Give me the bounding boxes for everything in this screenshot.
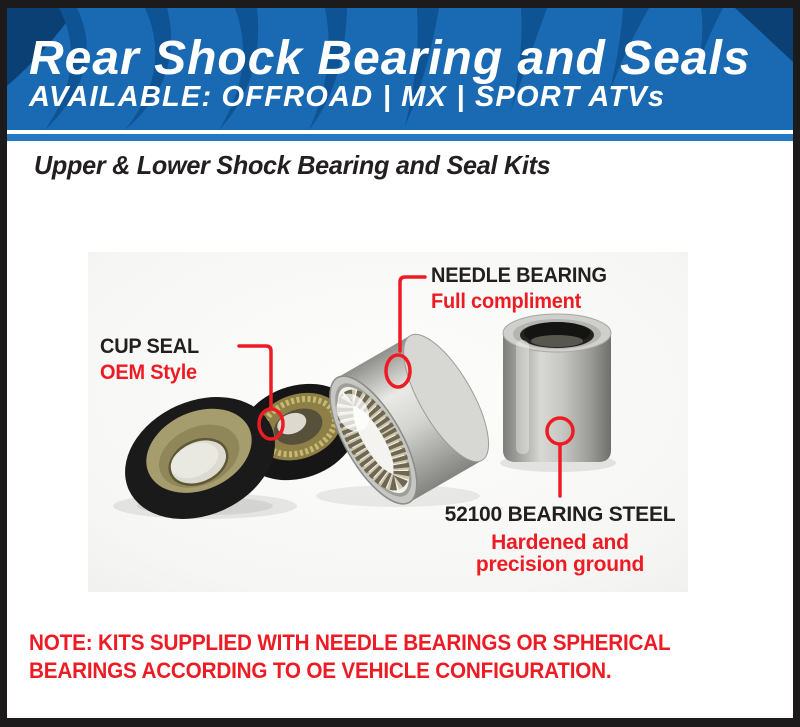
section-heading: Upper & Lower Shock Bearing and Seal Kits [34,150,551,180]
bearing-steel-callout [429,503,691,576]
steel-spacer-photo [503,314,611,462]
note-line-2: BEARINGS ACCORDING TO OE VEHICLE CONFIGURATION. [29,658,612,683]
needle-bearing-label: NEEDLE BEARING [431,264,607,287]
bearing-steel-label: 52100 BEARING STEEL [444,503,676,526]
cup-seal-label: CUP SEAL [100,335,199,358]
note-text [29,629,671,685]
banner-title: Rear Shock Bearing and Seals [29,32,751,85]
note-line-1: NOTE: KITS SUPPLIED WITH NEEDLE BEARINGS OR SPHERICAL [29,630,671,655]
banner-subtitle: AVAILABLE: OFFROAD | MX | SPORT ATVs [29,81,666,113]
cup-seal-detail: OEM Style [100,361,197,384]
needle-bearing-detail: Full compliment [431,290,582,313]
bearing-steel-detail-line2: precision ground [475,553,645,576]
bearing-steel-detail-line1: Hardened and [491,531,629,554]
